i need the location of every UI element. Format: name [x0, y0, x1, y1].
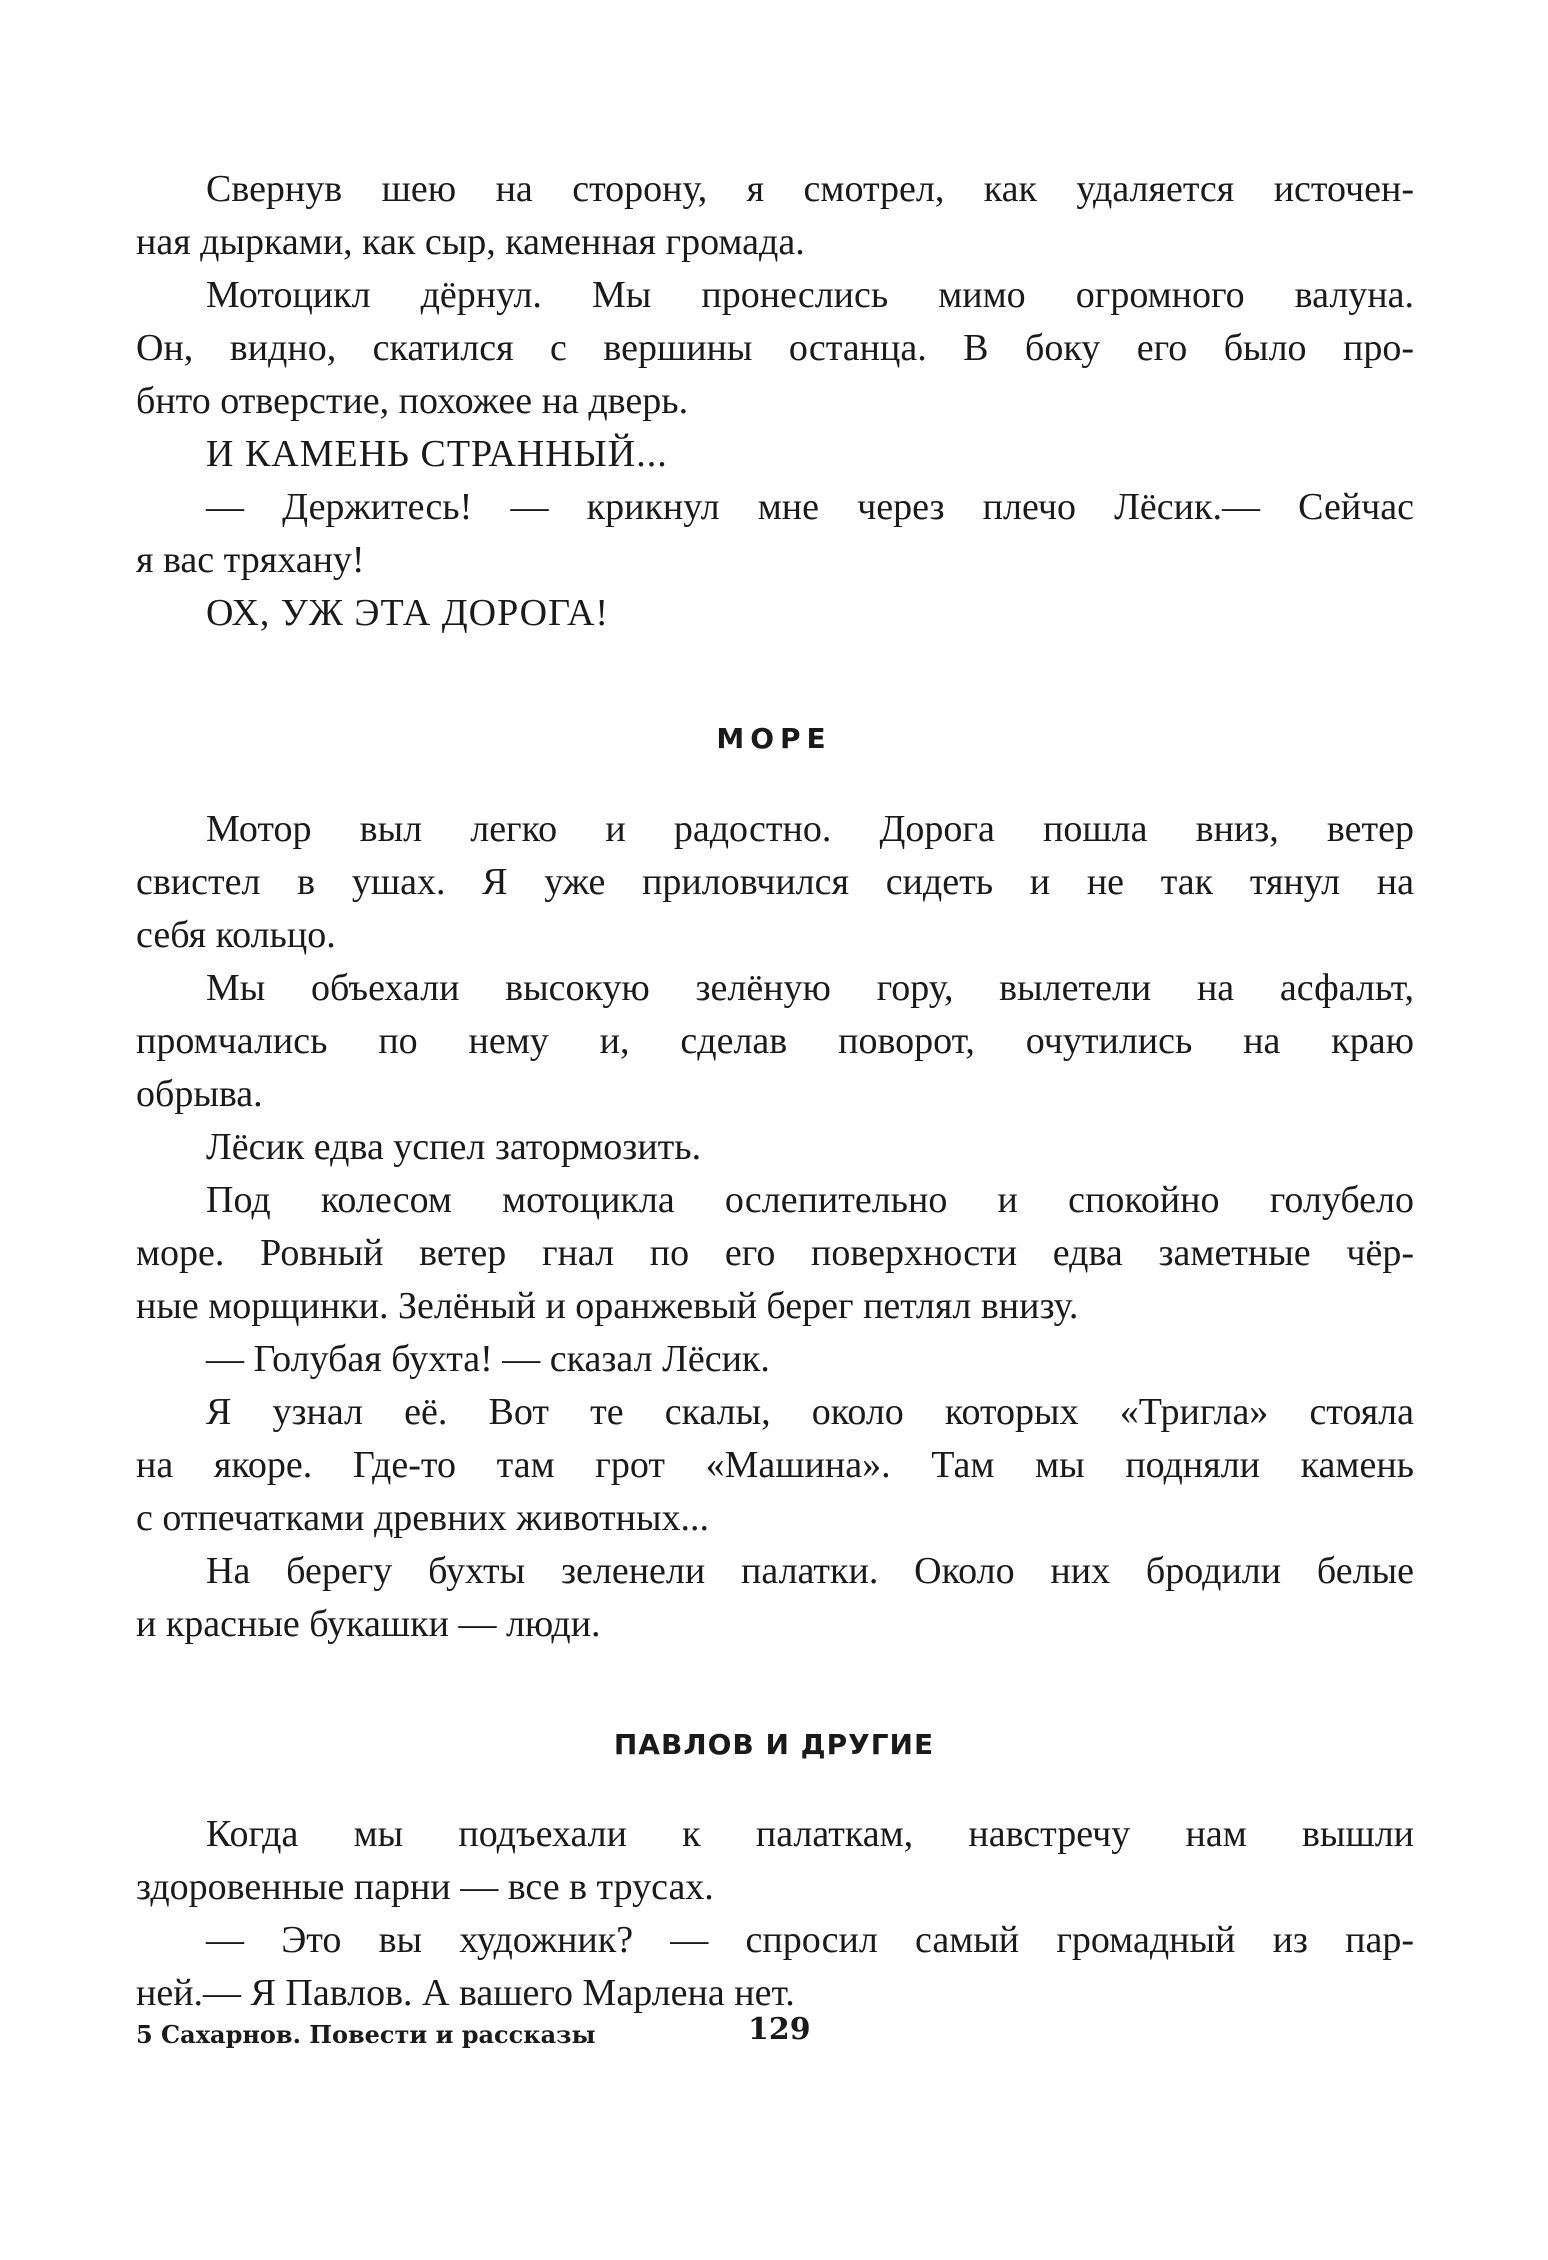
- section-3-text: [136, 1808, 1414, 2020]
- text-line: Под колесом мотоцикла ослепительно и спокойно голубело: [206, 1179, 1414, 1221]
- section-heading-more: МОРЕ: [716, 722, 832, 755]
- text-line: ная дырками, как сыр, каменная громада.: [136, 221, 805, 263]
- text-line: — Держитесь! — крикнул мне через плечо Лёсик.— Сейчас: [206, 486, 1414, 528]
- text-line: ные морщинки. Зелёный и оранжевый берег петлял внизу.: [136, 1285, 1079, 1327]
- text-line: Он, видно, скатился с вершины останца. В боку его было про-: [136, 327, 1414, 369]
- text-line: И КАМЕНЬ СТРАННЫЙ...: [206, 433, 668, 475]
- text-line: себя кольцо.: [136, 914, 336, 956]
- text-line: здоровенные парни — все в трусах.: [136, 1866, 714, 1908]
- text-line: промчались по нему и, сделав поворот, очутились на краю: [136, 1020, 1414, 1062]
- page-number: 129: [748, 2012, 811, 2047]
- section-2-text: [136, 803, 1414, 1651]
- text-line: ней.— Я Павлов. А вашего Марлена нет.: [136, 1972, 795, 2014]
- text-line: обрыва.: [136, 1073, 263, 1115]
- text-line: Я узнал её. Вот те скалы, около которых «Тригла» стояла: [206, 1391, 1414, 1433]
- text-line: свистел в ушах. Я уже приловчился сидеть и не так тянул на: [136, 861, 1414, 903]
- text-line: море. Ровный ветер гнал по его поверхности едва заметные чёр-: [136, 1232, 1414, 1274]
- text-line: — Голубая бухта! — сказал Лёсик.: [206, 1338, 770, 1380]
- text-line: На берегу бухты зеленели палатки. Около них бродили белые: [206, 1550, 1414, 1592]
- section-heading-pavlov: ПАВЛОВ И ДРУГИЕ: [613, 1728, 935, 1761]
- text-line: Свернув шею на сторону, я смотрел, как удаляется источен-: [206, 168, 1414, 210]
- text-line: Мы объехали высокую зелёную гору, вылетели на асфальт,: [206, 967, 1414, 1009]
- text-line: — Это вы художник? — спросил самый громадный из пар-: [206, 1919, 1414, 1961]
- text-line: Мотор выл легко и радостно. Дорога пошла вниз, ветер: [206, 808, 1414, 850]
- text-line: Когда мы подъехали к палаткам, навстречу нам вышли: [206, 1813, 1414, 1855]
- text-line: на якоре. Где-то там грот «Машина». Там мы подняли камень: [136, 1444, 1414, 1486]
- text-line: с отпечатками древних животных...: [136, 1497, 710, 1539]
- text-line: и красные букашки — люди.: [136, 1603, 601, 1645]
- text-line: Мотоцикл дёрнул. Мы пронеслись мимо огромного валуна.: [206, 274, 1414, 316]
- printer-signature: 5 Сахарнов. Повести и рассказы: [136, 2020, 596, 2049]
- text-line: Лёсик едва успел затормозить.: [206, 1126, 702, 1168]
- text-line: бнто отверстие, похожее на дверь.: [136, 380, 689, 422]
- text-line: ОХ, УЖ ЭТА ДОРОГА!: [206, 592, 610, 634]
- text-line: я вас тряхану!: [136, 539, 365, 581]
- section-1-text: [136, 163, 1414, 640]
